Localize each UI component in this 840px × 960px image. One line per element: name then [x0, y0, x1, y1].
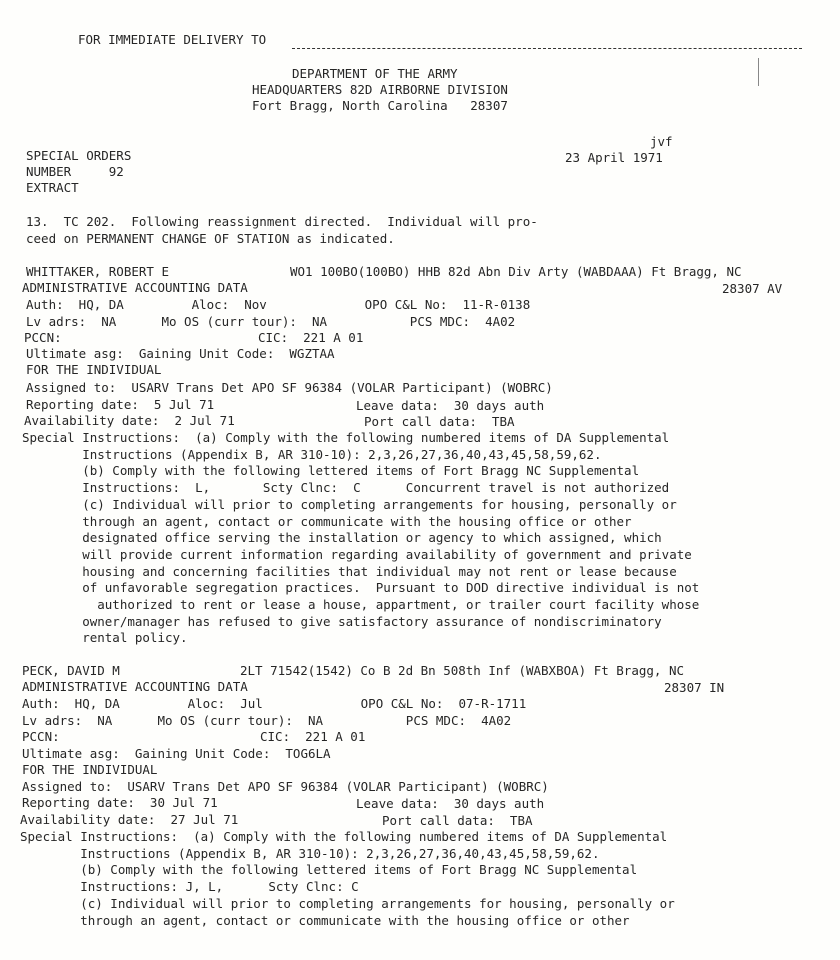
typist-initials: jvf: [650, 134, 673, 149]
entry1-special-line: owner/manager has refused to give satisfactory assurance of nondiscriminatory: [22, 614, 662, 629]
entry1-special-line: (c) Individual will prior to completing arrangements for housing, personally or: [22, 497, 677, 512]
entry2-ultimate-assignment: Ultimate asg: Gaining Unit Code: TOG6LA: [22, 746, 331, 761]
order-date: 23 April 1971: [565, 150, 663, 165]
entry2-auth-line: Auth: HQ, DA Aloc: Jul OPO C&L No: 07-R-1711: [22, 696, 527, 711]
entry1-for-individual: FOR THE INDIVIDUAL: [26, 362, 162, 377]
order-number: NUMBER 92: [26, 164, 124, 179]
entry1-special-line: through an agent, contact or communicate with the housing office or other: [22, 514, 632, 529]
paragraph-13-line-2: ceed on PERMANENT CHANGE OF STATION as indicated.: [26, 231, 395, 246]
entry1-special-line: rental policy.: [22, 630, 188, 645]
entry1-auth-line: Auth: HQ, DA Aloc: Nov OPO C&L No: 11-R-0138: [26, 297, 531, 312]
entry1-unit: WO1 100BO(100BO) HHB 82d Abn Div Arty (WABDAAA) Ft Bragg, NC: [290, 264, 742, 279]
entry2-name: PECK, DAVID M: [22, 663, 120, 678]
entry1-port-call: Port call data: TBA: [364, 414, 515, 429]
entry2-special-line: Instructions: J, L, Scty Clnc: C: [20, 879, 359, 894]
entry2-admin-label: ADMINISTRATIVE ACCOUNTING DATA: [22, 679, 248, 694]
headquarters-title: HEADQUARTERS 82D AIRBORNE DIVISION: [252, 82, 508, 97]
entry1-name: WHITTAKER, ROBERT E: [26, 264, 169, 279]
entry2-special-line: Special Instructions: (a) Comply with the following numbered items of DA Supplemental: [20, 829, 668, 844]
entry2-unit: 2LT 71542(1542) Co B 2d Bn 508th Inf (WABXBOA) Ft Bragg, NC: [240, 663, 685, 678]
entry1-pccn-label: PCCN:: [24, 330, 62, 345]
entry1-special-line: designated office serving the installation or agency to which assigned, which: [22, 530, 662, 545]
entry1-special-line: (b) Comply with the following lettered items of Fort Bragg NC Supplemental: [22, 463, 640, 478]
entry1-ultimate-assignment: Ultimate asg: Gaining Unit Code: WGZTAA: [26, 346, 335, 361]
entry2-cic: CIC: 221 A 01: [260, 729, 366, 744]
entry2-pccn-label: PCCN:: [22, 729, 60, 744]
entry1-reporting-date: Reporting date: 5 Jul 71: [26, 397, 215, 412]
special-orders-label: SPECIAL ORDERS: [26, 148, 132, 163]
entry1-zip: 28307 AV: [722, 281, 783, 296]
entry1-admin-label: ADMINISTRATIVE ACCOUNTING DATA: [22, 280, 248, 295]
entry1-special-line: Instructions (Appendix B, AR 310-10): 2,3,26,27,36,40,43,45,58,59,62.: [22, 447, 602, 462]
entry2-for-individual: FOR THE INDIVIDUAL: [22, 762, 158, 777]
entry1-leave-data: Leave data: 30 days auth: [356, 398, 545, 413]
delivery-dashed-line: [292, 48, 802, 49]
entry1-leave-address-line: Lv adrs: NA Mo OS (curr tour): NA PCS MDC: 4A02: [26, 314, 516, 329]
entry1-special-line: housing and concerning facilities that individual may not rent or lease because: [22, 564, 677, 579]
entry1-assigned-to: Assigned to: USARV Trans Det APO SF 96384 (VOLAR Participant) (WOBRC): [26, 380, 553, 395]
entry1-cic: CIC: 221 A 01: [258, 330, 364, 345]
entry2-port-call: Port call data: TBA: [382, 813, 533, 828]
entry1-special-line: Instructions: L, Scty Clnc: C Concurrent travel is not authorized: [22, 480, 670, 495]
location-line: Fort Bragg, North Carolina 28307: [252, 98, 508, 113]
extract-label: EXTRACT: [26, 180, 79, 195]
entry2-zip: 28307 IN: [664, 680, 725, 695]
entry2-special-line: (b) Comply with the following lettered items of Fort Bragg NC Supplemental: [20, 862, 638, 877]
department-title: DEPARTMENT OF THE ARMY: [292, 66, 458, 81]
paragraph-13-line-1: 13. TC 202. Following reassignment directed. Individual will pro-: [26, 214, 538, 229]
entry2-reporting-date: Reporting date: 30 Jul 71: [22, 795, 218, 810]
ink-mark: [758, 58, 759, 86]
entry2-leave-address-line: Lv adrs: NA Mo OS (curr tour): NA PCS MDC: 4A02: [22, 713, 512, 728]
entry2-availability-date: Availability date: 27 Jul 71: [20, 812, 239, 827]
entry2-leave-data: Leave data: 30 days auth: [356, 796, 545, 811]
entry1-availability-date: Availability date: 2 Jul 71: [24, 413, 235, 428]
entry2-special-line: (c) Individual will prior to completing arrangements for housing, personally or: [20, 896, 675, 911]
entry1-special-line: of unfavorable segregation practices. Pursuant to DOD directive individual is not: [22, 580, 700, 595]
entry1-special-line: will provide current information regarding availability of government and private: [22, 547, 692, 562]
entry1-special-line: Special Instructions: (a) Comply with the following numbered items of DA Supplemental: [22, 430, 670, 445]
entry2-assigned-to: Assigned to: USARV Trans Det APO SF 96384 (VOLAR Participant) (WOBRC): [22, 779, 549, 794]
delivery-label: FOR IMMEDIATE DELIVERY TO: [78, 32, 267, 47]
entry1-special-line: authorized to rent or lease a house, appartment, or trailer court facility whose: [22, 597, 700, 612]
entry2-special-line: Instructions (Appendix B, AR 310-10): 2,3,26,27,36,40,43,45,58,59,62.: [20, 846, 600, 861]
entry2-special-line: through an agent, contact or communicate with the housing office or other: [20, 913, 630, 928]
